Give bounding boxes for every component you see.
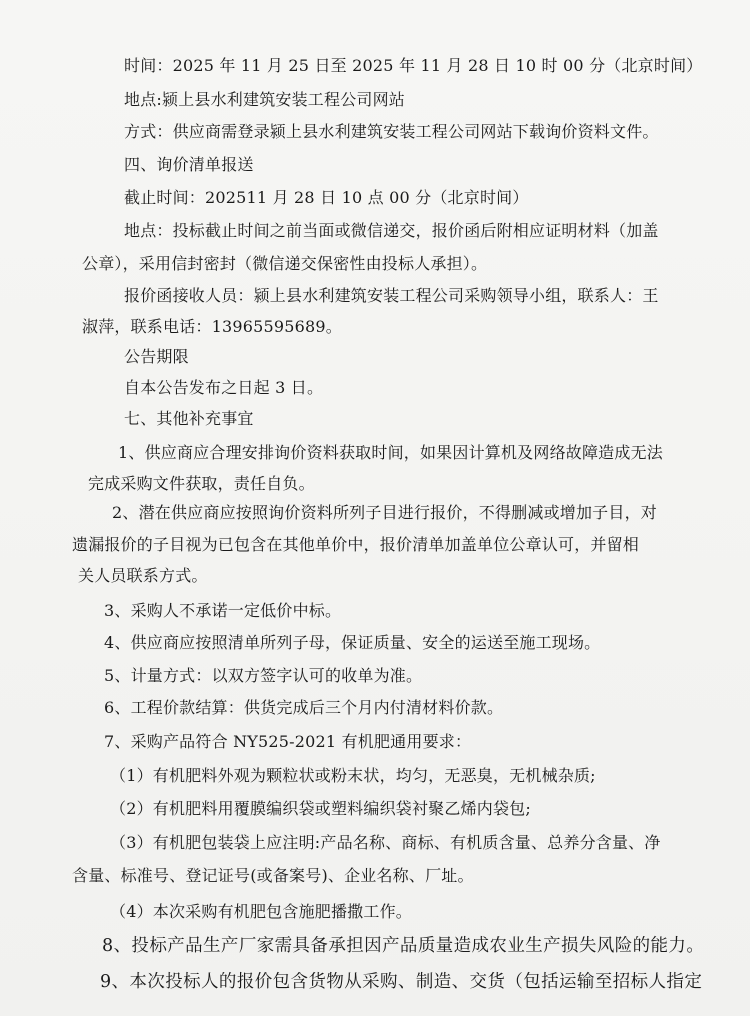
text-line: （1）有机肥料外观为颗粒状或粉末状，均匀，无恶臭，无机械杂质; — [110, 766, 596, 785]
text-line: 地点：投标截止时间之前当面或微信递交，报价函后附相应证明材料（加盖 — [124, 221, 659, 240]
text-line: （3）有机肥包装袋上应注明:产品名称、商标、有机质含量、总养分含量、净 — [110, 833, 661, 852]
text-line: 淑萍，联系电话：13965595689。 — [82, 317, 342, 336]
text-line: 自本公告发布之日起 3 日。 — [124, 378, 324, 397]
text-line: 6、工程价款结算：供货完成后三个月内付清材料价款。 — [104, 698, 504, 717]
text-line: （4）本次采购有机肥包含施肥播撒工作。 — [110, 902, 412, 921]
section-heading: 四、询价清单报送 — [124, 155, 254, 174]
text-line: 截止时间：202511 月 28 日 10 点 00 分（北京时间） — [124, 188, 529, 207]
text-line: 5、计量方式：以双方签字认可的收单为准。 — [104, 666, 423, 685]
text-line: 4、供应商应按照清单所列子母，保证质量、安全的运送至施工现场。 — [104, 633, 601, 652]
text-line: 报价函接收人员：颍上县水利建筑安装工程公司采购领导小组，联系人：王 — [124, 286, 659, 305]
text-line: 地点:颍上县水利建筑安装工程公司网站 — [124, 90, 405, 109]
text-line: 含量、标准号、登记证号(或备案号)、企业名称、厂址。 — [72, 866, 474, 885]
text-line: 完成采购文件获取，责任自负。 — [88, 474, 315, 493]
text-line: 3、采购人不承诺一定低价中标。 — [104, 601, 342, 620]
text-line: 1、供应商应合理安排询价资料获取时间，如果因计算机及网络故障造成无法 — [118, 443, 663, 462]
text-line: 2、潜在供应商应按照询价资料所列子目进行报价，不得删减或增加子目，对 — [112, 503, 657, 522]
section-heading: 公告期限 — [124, 347, 189, 366]
text-line: （2）有机肥料用覆膜编织袋或塑料编织袋衬聚乙烯内袋包; — [110, 799, 531, 818]
text-line: 8、投标产品生产厂家需具备承担因产品质量造成农业生产损失风险的能力。 — [102, 936, 705, 956]
text-line: 公章），采用信封密封（微信递交保密性由投标人承担）。 — [82, 254, 488, 273]
text-line: 7、采购产品符合 NY525-2021 有机肥通用要求： — [104, 732, 472, 751]
text-line: 遗漏报价的子目视为已包含在其他单价中，报价清单加盖单位公章认可，并留相 — [72, 535, 640, 554]
text-line: 9、本次投标人的报价包含货物从采购、制造、交货（包括运输至招标人指定 — [100, 972, 703, 992]
section-heading: 七、其他补充事宜 — [124, 409, 254, 428]
text-line: 方式：供应商需登录颍上县水利建筑安装工程公司网站下载询价资料文件。 — [124, 122, 659, 141]
text-line: 时间：2025 年 11 月 25 日至 2025 年 11 月 28 日 10 时 00 分（北京时间） — [124, 56, 703, 75]
text-line: 关人员联系方式。 — [78, 566, 208, 585]
